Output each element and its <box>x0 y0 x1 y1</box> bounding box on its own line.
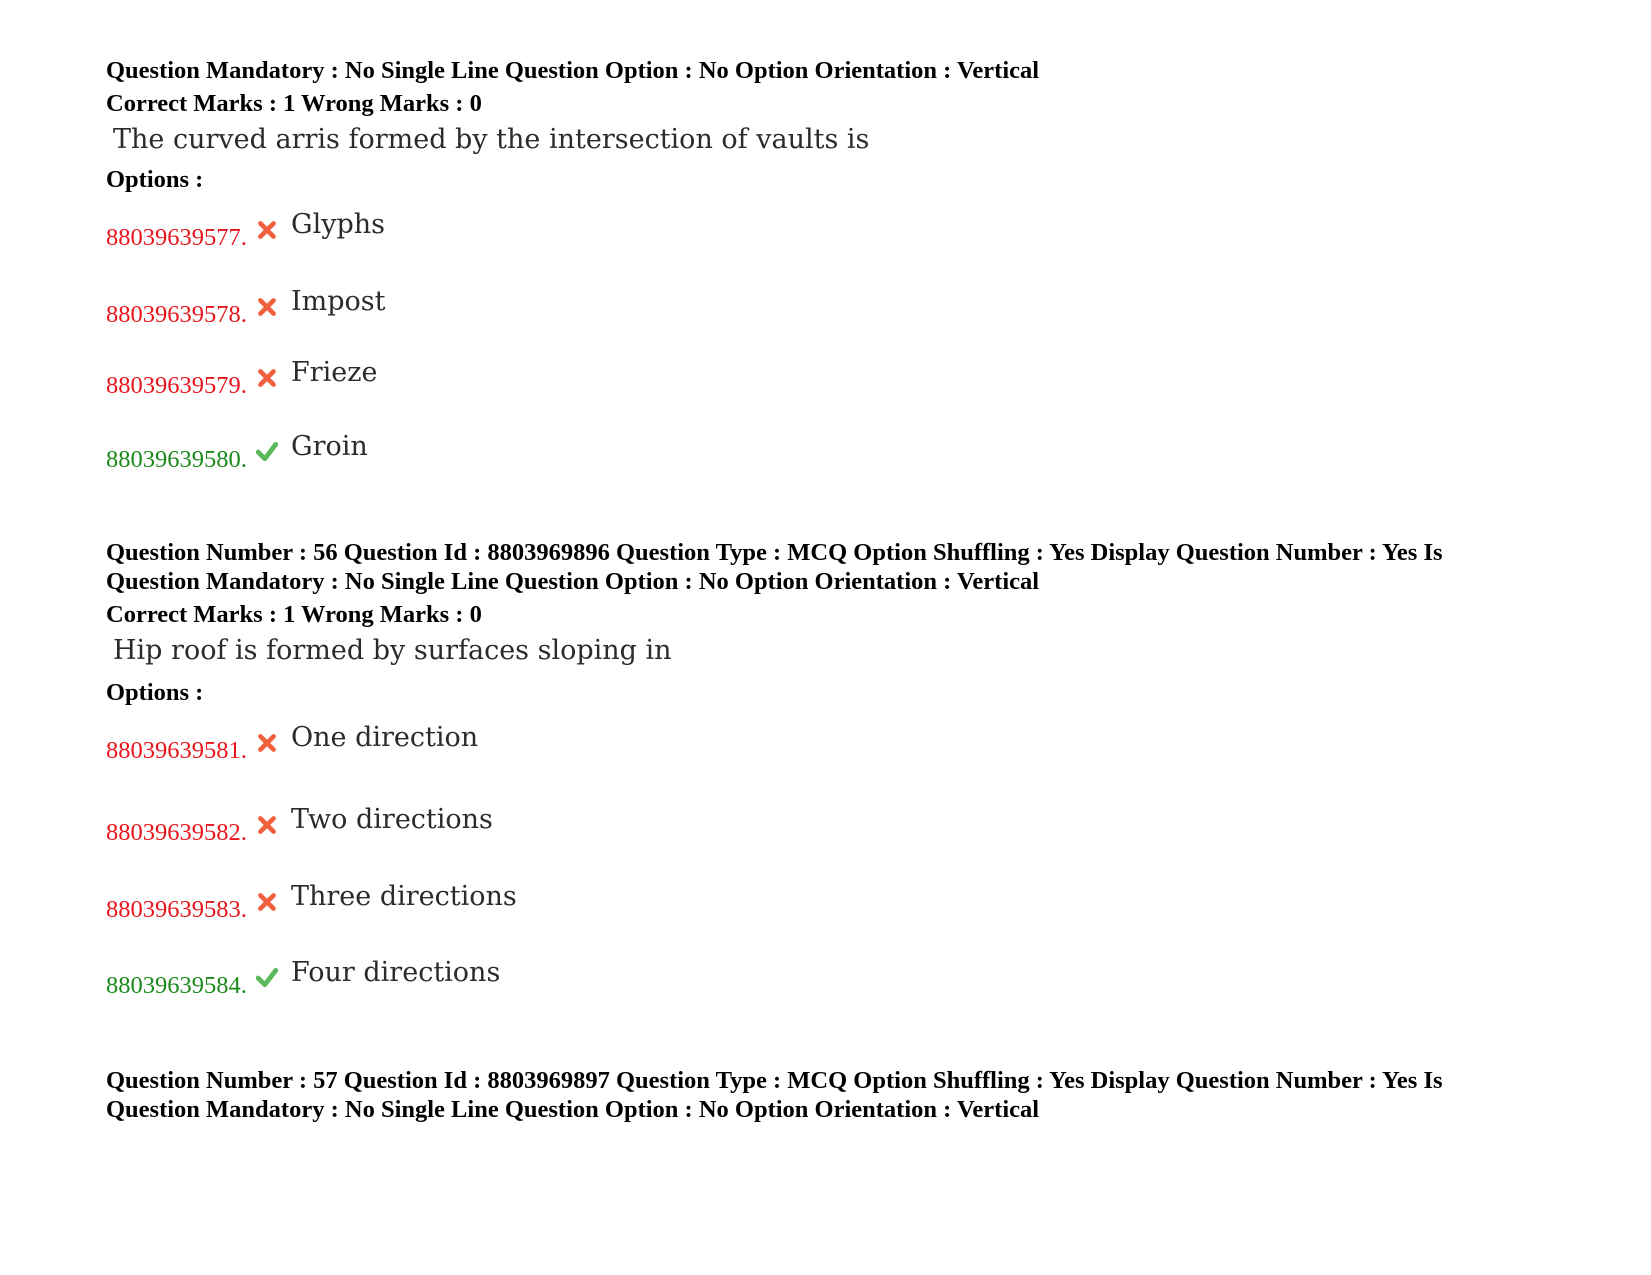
option-row <box>106 357 1546 399</box>
option-text: Two directions <box>291 804 493 835</box>
question-paper <box>106 56 1546 1124</box>
option-text: Frieze <box>291 357 378 388</box>
cross-icon <box>256 891 278 913</box>
marks-line: Correct Marks : 1 Wrong Marks : 0 <box>106 601 482 628</box>
question-block-57 <box>106 1066 1546 1124</box>
option-text: One direction <box>291 722 479 753</box>
question-meta-line: Question Mandatory : No Single Line Question Option : No Option Orientation : Vertical <box>106 568 1040 595</box>
question-block-55 <box>106 56 1546 473</box>
marks-line: Correct Marks : 1 Wrong Marks : 0 <box>106 90 482 117</box>
option-row <box>106 209 1546 251</box>
check-icon <box>256 966 278 988</box>
option-text: Four directions <box>291 957 501 988</box>
option-id: 88039639580. <box>106 446 247 473</box>
question-text: The curved arris formed by the intersection of vaults is <box>113 124 870 155</box>
cross-icon <box>256 814 278 836</box>
option-row <box>106 722 1546 764</box>
question-meta-line: Question Mandatory : No Single Line Question Option : No Option Orientation : Vertical <box>106 57 1040 84</box>
option-id: 88039639583. <box>106 896 247 923</box>
question-meta-line: Question Mandatory : No Single Line Question Option : No Option Orientation : Vertical <box>106 1096 1040 1123</box>
question-meta-line: Question Number : 57 Question Id : 8803969897 Question Type : MCQ Option Shuffling : Yes Display Question Number : Yes Is <box>106 1067 1443 1094</box>
cross-icon <box>256 219 278 241</box>
question-meta-line: Question Number : 56 Question Id : 8803969896 Question Type : MCQ Option Shuffling : Yes Display Question Number : Yes Is <box>106 539 1443 566</box>
cross-icon <box>256 296 278 318</box>
option-id: 88039639577. <box>106 224 247 251</box>
option-id: 88039639581. <box>106 737 247 764</box>
option-row <box>106 286 1546 328</box>
check-icon <box>256 440 278 462</box>
option-id: 88039639584. <box>106 972 247 999</box>
option-id: 88039639578. <box>106 301 247 328</box>
option-row <box>106 431 1546 473</box>
option-row <box>106 804 1546 846</box>
options-label: Options : <box>106 166 204 193</box>
option-id: 88039639579. <box>106 372 247 399</box>
option-id: 88039639582. <box>106 819 247 846</box>
cross-icon <box>256 732 278 754</box>
option-text: Impost <box>291 286 386 317</box>
option-text: Three directions <box>291 881 517 912</box>
options-label: Options : <box>106 679 204 706</box>
option-row <box>106 957 1546 999</box>
question-text: Hip roof is formed by surfaces sloping in <box>113 635 672 666</box>
cross-icon <box>256 367 278 389</box>
option-row <box>106 881 1546 923</box>
option-text: Glyphs <box>291 209 385 240</box>
question-block-56 <box>106 538 1546 999</box>
option-text: Groin <box>291 431 368 462</box>
